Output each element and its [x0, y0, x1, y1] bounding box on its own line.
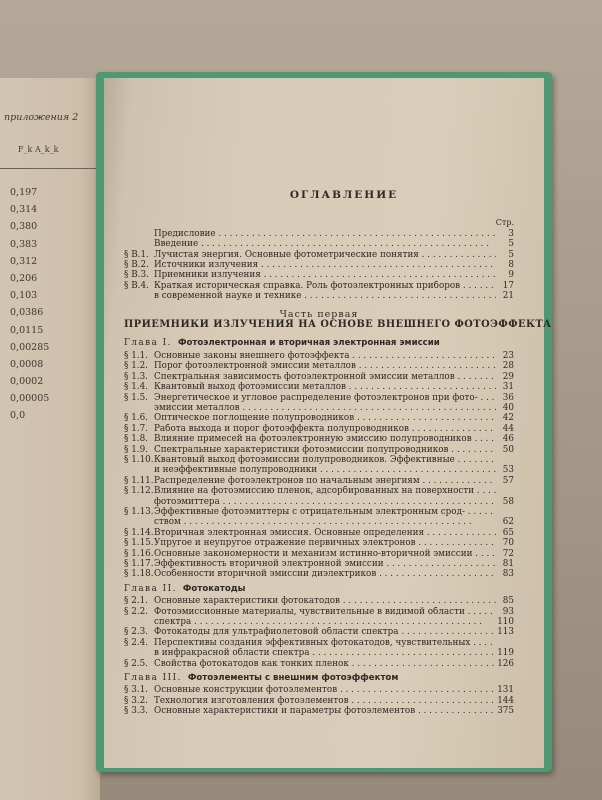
toc-entry — [124, 559, 514, 569]
page-number: 5 — [508, 249, 514, 260]
toc-front-matter — [124, 229, 514, 302]
section-title: Предисловие . . . — [154, 229, 496, 239]
section-title: Работа выхода и порог фотоэффекта полупроводников . . . — [154, 424, 496, 434]
toc-entry — [124, 351, 514, 361]
left-values-list — [10, 184, 49, 425]
section-number: § 3.3. — [124, 706, 148, 717]
section-title: Спектральная зависимость фотоэлектронной эмиссии металлов . . . — [154, 372, 496, 382]
section-title: Источники излучения . . . — [154, 260, 496, 270]
section-title-continuation: в инфракрасной области спектра . . . — [124, 648, 496, 658]
chapter-label: Глава I. — [124, 338, 172, 349]
section-number: § 1.7. — [124, 423, 148, 434]
page-number: 36 — [502, 392, 514, 403]
page-number: 119 — [497, 648, 514, 659]
section-number: § 1.4. — [124, 382, 148, 393]
chapter-heading — [124, 673, 514, 683]
section-number: § 2.4. — [124, 637, 148, 648]
chapter-label: Глава III. — [124, 673, 182, 684]
toc-entry — [124, 382, 514, 392]
page-number: 83 — [502, 569, 514, 580]
section-title: Краткая историческая справка. Роль фотоэлектронных приборов . . . — [154, 281, 496, 291]
page-number: 144 — [497, 695, 514, 706]
toc-entry-continuation — [124, 617, 514, 627]
section-number: § 3.1. — [124, 685, 148, 696]
section-number: § 1.12. — [124, 486, 154, 497]
chapter-label: Глава II. — [124, 583, 177, 594]
left-value: 0,312 — [10, 255, 38, 267]
section-number: § В.3. — [124, 270, 149, 281]
section-number: § В.2. — [124, 260, 149, 271]
toc-entry — [124, 696, 514, 706]
section-title: Перспективы создания эффективных фотокатодов, чувствительных . . . — [154, 638, 496, 648]
page-number: 31 — [502, 382, 514, 393]
page-number: 42 — [502, 413, 514, 424]
page-number: 3 — [508, 228, 514, 239]
section-title: Технология изготовления фотоэлементов . . . — [154, 696, 496, 706]
section-title: Основные законы внешнего фотоэффекта . . . — [154, 351, 496, 361]
section-title: Основные закономерности и механизм истинно-вторичной эмиссии . . . — [154, 549, 496, 559]
toc-entry — [124, 455, 514, 465]
page-number: 44 — [502, 423, 514, 434]
section-title: Основные характеристики и параметры фотоэлементов . . . — [154, 706, 496, 716]
page-number: 70 — [502, 538, 514, 549]
page-number: 72 — [502, 548, 514, 559]
chapter-heading — [124, 338, 514, 348]
section-title: Особенности вторичной эмиссии диэлектриков . . . — [154, 569, 496, 579]
section-number: § 1.10. — [124, 454, 154, 465]
section-number: § 1.18. — [124, 569, 154, 580]
section-title-continuation: фотоэмиттера . . . — [124, 497, 496, 507]
section-number: § 1.8. — [124, 434, 148, 445]
section-number: § 3.2. — [124, 695, 148, 706]
section-number: § 2.3. — [124, 627, 148, 638]
page-number: 46 — [502, 434, 514, 445]
page-number: 113 — [497, 627, 514, 638]
toc-entry — [124, 445, 514, 455]
left-value: 0,206 — [10, 272, 38, 284]
left-value: 0,383 — [10, 238, 38, 250]
section-title: Основные конструкции фотоэлементов . . . — [154, 685, 496, 695]
section-number: § 1.3. — [124, 371, 148, 382]
book-page — [104, 78, 552, 768]
toc-entry — [124, 685, 514, 695]
section-title: Упругое и неупругое отражение первичных электронов . . . — [154, 538, 496, 548]
section-title-continuation: спектра . . . — [124, 617, 496, 627]
page-number: 57 — [502, 475, 514, 486]
page-number: 40 — [502, 402, 514, 413]
section-number: § 1.13. — [124, 506, 154, 517]
section-number: § 2.2. — [124, 606, 148, 617]
toc-entry — [124, 250, 514, 260]
left-value: 0,0002 — [10, 376, 44, 388]
toc-entry-continuation — [124, 497, 514, 507]
toc-entry — [124, 507, 514, 517]
left-value: 0,103 — [10, 290, 38, 302]
section-number: § 1.9. — [124, 444, 148, 455]
section-title: Лучистая энергия. Основные фотометрические понятия . . . — [154, 250, 496, 260]
section-title: Распределение фотоэлектронов по начальным энергиям . . . — [154, 476, 496, 486]
left-rule — [0, 168, 100, 169]
page-number: 65 — [502, 527, 514, 538]
left-value: 0,197 — [10, 187, 38, 198]
section-title-continuation: в современной науке и технике . . . — [124, 291, 496, 301]
toc-title: ОГЛАВЛЕНИЕ — [289, 189, 399, 201]
toc-entry — [124, 434, 514, 444]
page-number: 23 — [502, 350, 514, 361]
section-number: § 1.11. — [124, 475, 154, 486]
toc-entry — [124, 270, 514, 280]
left-value: 0,00285 — [10, 341, 50, 353]
section-number: § 2.1. — [124, 596, 148, 607]
page-column-label: Стр. — [495, 218, 514, 228]
toc-entry — [124, 569, 514, 579]
section-title: Свойства фотокатодов как тонких пленок . . . — [154, 659, 496, 669]
section-title: Спектральные характеристики фотоэмиссии полупроводников . . . — [154, 445, 496, 455]
toc-entry — [124, 424, 514, 434]
toc-entry-continuation — [124, 291, 514, 301]
page-number: 9 — [508, 270, 514, 281]
section-number: § 1.14. — [124, 527, 154, 538]
toc-entry — [124, 538, 514, 548]
section-number: § 1.16. — [124, 548, 154, 559]
section-number: § В.1. — [124, 249, 149, 260]
toc-entry — [124, 413, 514, 423]
page-number: 17 — [502, 280, 514, 291]
toc-entry — [124, 239, 514, 249]
toc-entry-continuation — [124, 648, 514, 658]
part-title: ПРИЕМНИКИ ИЗЛУЧЕНИЯ НА ОСНОВЕ ВНЕШНЕГО ФОТОЭФФЕКТА — [124, 319, 552, 331]
section-title-continuation: эмиссии металлов . . . — [124, 403, 496, 413]
page-number: 131 — [497, 685, 514, 696]
section-number: § 1.5. — [124, 392, 148, 403]
section-title: Влияние на фотоэмиссию пленок, адсорбированных на поверхности . . . — [154, 486, 496, 496]
section-title: Квантовый выход фотоэмиссии полупроводников. Эффективные . . . — [154, 455, 496, 465]
section-number: § 1.6. — [124, 413, 148, 424]
page-number: 126 — [497, 658, 514, 669]
toc-entry — [124, 638, 514, 648]
toc-entry — [124, 486, 514, 496]
toc-entry — [124, 549, 514, 559]
toc-entry-continuation — [124, 403, 514, 413]
left-value: 0,0008 — [10, 358, 44, 370]
toc-entry-continuation — [124, 517, 514, 527]
page-number: 110 — [497, 617, 514, 628]
toc-entry — [124, 607, 514, 617]
section-title: Введение . . . — [154, 239, 496, 249]
section-title: Влияние примесей на фотоэлектронную эмиссию полупроводников . . . — [154, 434, 496, 444]
page-number: 28 — [502, 361, 514, 372]
chapter-heading — [124, 584, 514, 594]
section-title: Вторичная электронная эмиссия. Основные определения . . . — [154, 528, 496, 538]
page-number: 53 — [502, 465, 514, 476]
toc-entry — [124, 596, 514, 606]
page-number: 62 — [502, 517, 514, 528]
section-title: Порог фотоэлектронной эмиссии металлов . . . — [154, 361, 496, 371]
section-number: § 1.17. — [124, 559, 154, 569]
section-title-continuation: ством . . . — [124, 517, 496, 527]
section-number: § 1.2. — [124, 361, 148, 372]
page-number: 5 — [508, 239, 514, 250]
section-title: Оптическое поглощение полупроводников . . . — [154, 413, 496, 423]
toc-entry — [124, 260, 514, 270]
section-title: Эффективность вторичной электронной эмиссии . . . — [154, 559, 496, 569]
section-number: § В.4. — [124, 280, 149, 291]
section-title: Приемники излучения . . . — [154, 270, 496, 280]
page-number: 93 — [502, 606, 514, 617]
toc — [124, 189, 552, 717]
toc-chapters — [124, 338, 514, 716]
toc-entry — [124, 706, 514, 716]
left-value: 0,380 — [10, 221, 38, 233]
page-number: 8 — [508, 260, 514, 271]
toc-entry — [124, 281, 514, 291]
section-title: Основные характеристики фотокатодов . . . — [154, 596, 496, 606]
section-number: § 1.15. — [124, 538, 154, 549]
page-number: 58 — [502, 496, 514, 507]
section-number: § 1.1. — [124, 350, 148, 361]
toc-entry — [124, 361, 514, 371]
page-number: 21 — [502, 291, 514, 302]
part-label: Часть первая — [279, 308, 359, 320]
section-title: Фотоэмиссионные материалы, чувствительные в видимой области . . . — [154, 607, 496, 617]
page-number: 50 — [502, 444, 514, 455]
section-title: Энергетическое и угловое распределение фотоэлектронов при фото- . . . — [154, 393, 496, 403]
page-number: 81 — [502, 559, 514, 569]
chapter-title: Фотоэлементы с внешним фотоэффектом — [187, 673, 399, 684]
page-number: 375 — [497, 706, 514, 717]
left-value: 0,0386 — [10, 307, 44, 319]
toc-entry — [124, 659, 514, 669]
left-value: 0,0115 — [10, 324, 44, 336]
toc-entry — [124, 372, 514, 382]
chapter-title: Фотоэлектронная и вторичная электронная эмиссии — [177, 338, 440, 349]
left-value: 0,00005 — [10, 393, 50, 405]
left-value: 0,0 — [10, 410, 26, 422]
toc-entry — [124, 393, 514, 403]
section-title-continuation: и неэффективные полупроводники . . . — [124, 465, 496, 475]
toc-entry — [124, 528, 514, 538]
toc-entry — [124, 229, 514, 239]
page-number: 85 — [502, 596, 514, 607]
page-number: 29 — [502, 371, 514, 382]
section-number: § 2.5. — [124, 658, 148, 669]
section-title: Квантовый выход фотоэмиссии металлов . . . — [154, 382, 496, 392]
left-column-header: F_k A_k_k — [18, 145, 59, 154]
toc-entry — [124, 627, 514, 637]
left-value: 0,314 — [10, 204, 38, 216]
section-title: Фотокатоды для ультрафиолетовой области спектра . . . — [154, 627, 496, 637]
toc-entry-continuation — [124, 465, 514, 475]
toc-entry — [124, 476, 514, 486]
left-page — [0, 78, 100, 800]
left-page-header: приложения 2 — [4, 112, 79, 123]
section-title: Эффективные фотоэмиттеры с отрицательным электронным срод- . . . — [154, 507, 496, 517]
chapter-title: Фотокатоды — [182, 583, 246, 594]
